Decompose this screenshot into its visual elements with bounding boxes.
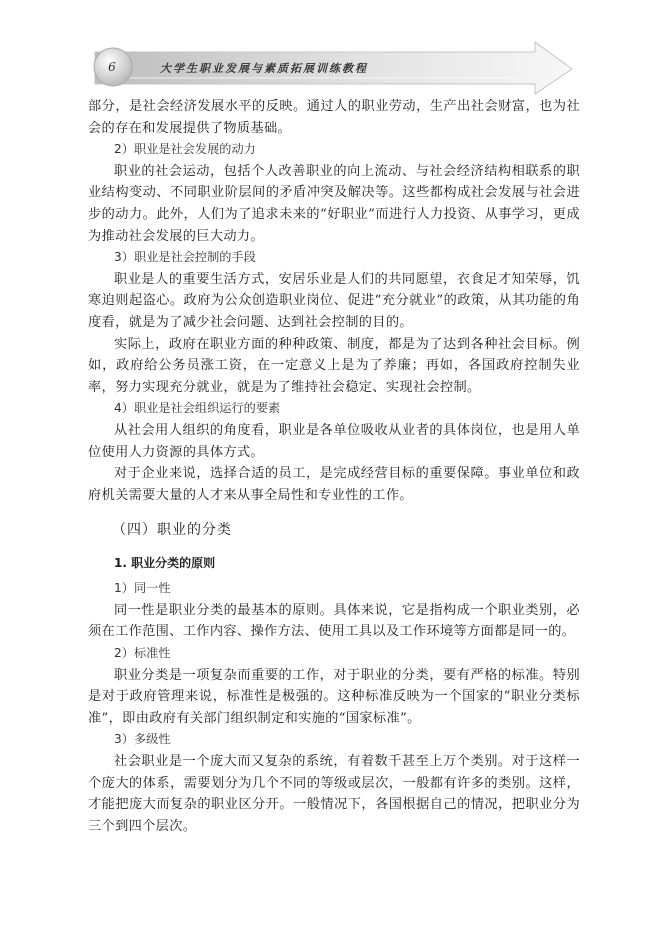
subheading: 2）职业是社会发展的动力: [114, 142, 256, 157]
numbered-heading: 1. 职业分类的原则: [114, 556, 216, 571]
subheading: 2）标准性: [114, 646, 171, 661]
paragraph: 实际上，政府在职业方面的种种政策、制度，都是为了达到各种社会目标。例如，政府给公务员涨工资，在一定意义上是为了养廉；再如，各国政府控制失业率，努力实现充分就业，就是为了维持社会稳定、实现社会控制。: [88, 336, 580, 395]
page-body: [88, 96, 580, 837]
book-title: 大学生职业发展与素质拓展训练教程: [160, 62, 368, 75]
paragraph: 从社会用人组织的角度看，职业是各单位吸收从业者的具体岗位，也是用人单位使用人力资源的具体方式。: [88, 422, 580, 460]
subheading: 3）多级性: [114, 732, 171, 747]
subheading: 3）职业是社会控制的手段: [114, 250, 256, 265]
paragraph: 职业是人的重要生活方式，安居乐业是人们的共同愿望，衣食足才知荣辱，饥寒迫则起盗心。政府为公众创造职业岗位、促进“充分就业”的政策，从其功能的角度看，就是为了减少社会问题、达到社会控制的目的。: [88, 271, 580, 330]
paragraph: 职业分类是一项复杂而重要的工作，对于职业的分类，要有严格的标准。特别是对于政府管理来说，标准性是极强的。这种标准反映为一个国家的“职业分类标准”，即由政府有关部门组织制定和实施的“国家标准”。: [88, 667, 580, 726]
subheading: 4）职业是社会组织运行的要素: [114, 401, 281, 416]
paragraph: 职业的社会运动，包括个人改善职业的向上流动、与社会经济结构相联系的职业结构变动、不同职业阶层间的矛盾冲突及解决等。这些都构成社会发展与社会进步的动力。此外，人们为了追求未来的“好职业”而进行人力投资、从事学习，更成为推动社会发展的巨大动力。: [88, 163, 580, 244]
header-banner: [0, 0, 661, 100]
page-header: [0, 0, 661, 100]
paragraph: 对于企业来说，选择合适的员工，是完成经营目标的重要保障。事业单位和政府机关需要大量的人才来从事全局性和专业性的工作。: [88, 466, 580, 503]
paragraph: 部分，是社会经济发展水平的反映。通过人的职业劳动，生产出社会财富，也为社会的存在和发展提供了物质基础。: [88, 99, 580, 136]
paragraph: 同一性是职业分类的最基本的原则。具体来说，它是指构成一个职业类别，必须在工作范围、工作内容、操作方法、使用工具以及工作环境等方面都是同一的。: [88, 602, 580, 640]
paragraph: 社会职业是一个庞大而又复杂的系统，有着数千甚至上万个类别。对于这样一个庞大的体系，需要划分为几个不同的等级或层次，一般都有许多的类别。这样，才能把庞大而复杂的职业区分开。一般情况下，各国根据自己的情况，把职业分为三个到四个层次。: [88, 754, 580, 834]
subheading: 1）同一性: [114, 581, 171, 596]
section-heading: （四）职业的分类: [112, 522, 232, 539]
page-number: 6: [108, 60, 116, 74]
